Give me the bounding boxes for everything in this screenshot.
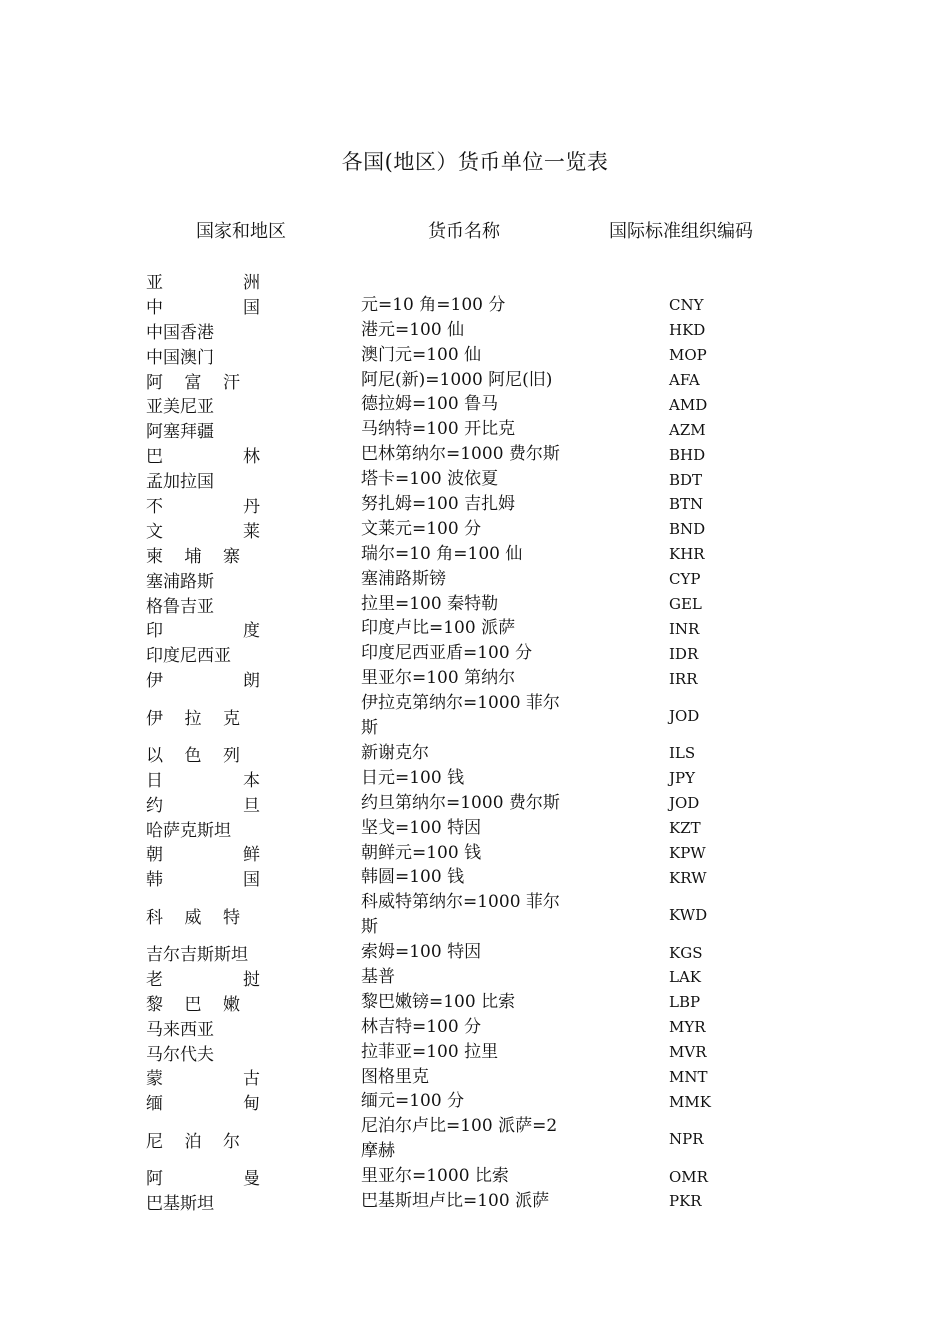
table-row xyxy=(0,965,950,990)
table-row xyxy=(0,816,950,841)
currency-name: 朝鲜元=100 钱 xyxy=(361,842,482,863)
currency-name: 里亚尔=100 第纳尔 xyxy=(361,668,516,689)
table-row xyxy=(0,1065,950,1090)
currency-name: 阿尼(新)=1000 阿尼(旧) xyxy=(361,369,553,390)
table-row xyxy=(0,691,950,741)
currency-name: 伊拉克第纳尔=1000 菲尔斯 xyxy=(361,693,560,739)
country-name: 塞浦路斯 xyxy=(146,571,214,592)
iso-code: MMK xyxy=(669,1092,711,1111)
currency-name: 坚戈=100 特因 xyxy=(361,817,482,838)
table-row xyxy=(0,467,950,492)
iso-code: JOD xyxy=(669,707,700,726)
currency-table xyxy=(0,268,950,1214)
document-title: 各国(地区）货币单位一览表 xyxy=(341,150,609,174)
column-header-currency: 货币名称 xyxy=(428,221,500,242)
currency-name: 印度卢比=100 派萨 xyxy=(361,618,516,639)
country-name: 中国 xyxy=(146,297,260,318)
region-heading: 亚洲 xyxy=(146,272,260,293)
country-name: 柬埔寨 xyxy=(146,546,240,567)
country-name: 蒙古 xyxy=(146,1069,260,1090)
iso-code: KHR xyxy=(669,545,705,564)
iso-code: KPW xyxy=(669,843,706,862)
country-name: 文莱 xyxy=(146,521,260,542)
country-name: 巴基斯坦 xyxy=(146,1193,214,1214)
iso-code: MVR xyxy=(669,1043,707,1062)
iso-code: JPY xyxy=(669,769,696,788)
currency-name: 缅元=100 分 xyxy=(361,1091,465,1112)
iso-code: MNT xyxy=(669,1067,708,1086)
table-row xyxy=(0,1040,950,1065)
iso-code: INR xyxy=(669,619,700,638)
currency-name: 巴林第纳尔=1000 费尔斯 xyxy=(361,444,560,465)
currency-name: 基普 xyxy=(361,966,395,987)
country-name: 阿曼 xyxy=(146,1169,260,1190)
table-row xyxy=(0,392,950,417)
currency-name: 图格里克 xyxy=(361,1066,429,1087)
country-name: 印度尼西亚 xyxy=(146,646,231,667)
currency-name: 韩圆=100 钱 xyxy=(361,867,465,888)
country-name: 阿富汗 xyxy=(146,372,240,393)
table-row xyxy=(0,666,950,691)
table-row xyxy=(0,1114,950,1164)
country-name: 不丹 xyxy=(146,496,260,517)
table-row xyxy=(0,865,950,890)
currency-name: 约旦第纳尔=1000 费尔斯 xyxy=(361,792,560,813)
country-name: 伊拉克 xyxy=(146,708,240,729)
country-name: 伊朗 xyxy=(146,671,260,692)
table-row xyxy=(0,1015,950,1040)
country-name: 朝鲜 xyxy=(146,845,260,866)
currency-name: 科威特第纳尔=1000 菲尔斯 xyxy=(361,892,560,938)
table-row xyxy=(0,616,950,641)
iso-code: MYR xyxy=(669,1018,706,1037)
country-name: 约旦 xyxy=(146,795,260,816)
currency-name: 澳门元=100 仙 xyxy=(361,344,482,365)
currency-name: 拉菲亚=100 拉里 xyxy=(361,1041,499,1062)
table-row xyxy=(0,791,950,816)
column-header-code: 国际标准组织编码 xyxy=(609,221,753,242)
country-name: 中国香港 xyxy=(146,322,214,343)
iso-code: MOP xyxy=(669,346,707,365)
currency-name: 尼泊尔卢比=100 派萨=2 摩赫 xyxy=(361,1116,558,1162)
table-row xyxy=(0,592,950,617)
iso-code: OMR xyxy=(669,1167,708,1186)
iso-code: PKR xyxy=(669,1192,702,1211)
country-name: 马尔代夫 xyxy=(146,1044,214,1065)
iso-code: IRR xyxy=(669,669,698,688)
table-row xyxy=(0,293,950,318)
table-row xyxy=(0,368,950,393)
iso-code: NPR xyxy=(669,1130,704,1149)
currency-name: 拉里=100 秦特勒 xyxy=(361,593,499,614)
iso-code: BHD xyxy=(669,445,706,464)
region-heading-row xyxy=(0,268,950,293)
table-row xyxy=(0,318,950,343)
currency-name: 文莱元=100 分 xyxy=(361,518,482,539)
table-row xyxy=(0,542,950,567)
country-name: 吉尔吉斯斯坦 xyxy=(146,945,248,966)
country-name: 中国澳门 xyxy=(146,347,214,368)
country-name: 马来西亚 xyxy=(146,1019,214,1040)
table-row xyxy=(0,442,950,467)
country-name: 印度 xyxy=(146,621,260,642)
table-row xyxy=(0,741,950,766)
country-name: 巴林 xyxy=(146,447,260,468)
iso-code: LBP xyxy=(669,993,701,1012)
currency-name: 索姆=100 特因 xyxy=(361,942,482,963)
table-row xyxy=(0,1089,950,1114)
country-name: 阿塞拜疆 xyxy=(146,422,214,443)
iso-code: HKD xyxy=(669,321,706,340)
currency-name: 元=10 角=100 分 xyxy=(361,294,506,315)
table-row xyxy=(0,1164,950,1189)
iso-code: BTN xyxy=(669,495,704,514)
currency-name: 塞浦路斯镑 xyxy=(361,568,446,589)
currency-name: 新谢克尔 xyxy=(361,742,429,763)
iso-code: BDT xyxy=(669,470,703,489)
table-row xyxy=(0,343,950,368)
country-name: 哈萨克斯坦 xyxy=(146,820,231,841)
iso-code: AFA xyxy=(669,371,700,389)
country-name: 尼泊尔 xyxy=(146,1131,240,1152)
iso-code: AMD xyxy=(669,395,708,414)
currency-name: 巴基斯坦卢比=100 派萨 xyxy=(361,1191,550,1211)
table-row xyxy=(0,517,950,542)
iso-code: CNY xyxy=(669,296,704,315)
iso-code: BND xyxy=(669,520,706,539)
country-name: 缅甸 xyxy=(146,1094,260,1115)
table-row xyxy=(0,940,950,965)
table-row xyxy=(0,417,950,442)
iso-code: CYP xyxy=(669,570,701,589)
iso-code: AZM xyxy=(669,420,706,439)
currency-name: 印度尼西亚盾=100 分 xyxy=(361,643,533,664)
country-name: 黎巴嫩 xyxy=(146,994,240,1015)
table-row xyxy=(0,990,950,1015)
iso-code: KGS xyxy=(669,943,703,962)
column-header-country: 国家和地区 xyxy=(196,221,286,242)
iso-code: IDR xyxy=(669,644,699,663)
iso-code: KRW xyxy=(669,868,707,887)
currency-name: 港元=100 仙 xyxy=(361,319,465,340)
country-name: 格鲁吉亚 xyxy=(146,596,214,617)
country-name: 日本 xyxy=(146,770,260,791)
currency-name: 日元=100 钱 xyxy=(361,767,465,788)
table-row xyxy=(0,841,950,866)
table-row xyxy=(0,492,950,517)
currency-name: 黎巴嫩镑=100 比索 xyxy=(361,991,516,1012)
iso-code: LAK xyxy=(669,968,701,987)
iso-code: KWD xyxy=(669,906,708,925)
currency-name: 努扎姆=100 吉扎姆 xyxy=(361,494,516,515)
country-name: 老挝 xyxy=(146,969,260,990)
country-name: 亚美尼亚 xyxy=(146,397,214,418)
iso-code: KZT xyxy=(669,819,701,838)
currency-name: 德拉姆=100 鲁马 xyxy=(361,394,499,415)
country-name: 韩国 xyxy=(146,870,260,891)
currency-name: 马纳特=100 开比克 xyxy=(361,419,516,440)
country-name: 科威特 xyxy=(146,907,240,928)
iso-code: ILS xyxy=(669,744,696,763)
country-name: 以色列 xyxy=(146,745,240,766)
iso-code: GEL xyxy=(669,595,702,614)
iso-code: JOD xyxy=(669,794,700,813)
currency-name: 瑞尔=10 角=100 仙 xyxy=(361,543,523,564)
currency-name: 林吉特=100 分 xyxy=(361,1016,482,1037)
country-name: 孟加拉国 xyxy=(146,472,214,493)
table-row xyxy=(0,1189,950,1214)
table-row xyxy=(0,641,950,666)
table-row xyxy=(0,766,950,791)
currency-name: 塔卡=100 波依夏 xyxy=(361,469,499,490)
table-row xyxy=(0,890,950,940)
table-row xyxy=(0,567,950,592)
currency-name: 里亚尔=1000 比索 xyxy=(361,1166,509,1187)
